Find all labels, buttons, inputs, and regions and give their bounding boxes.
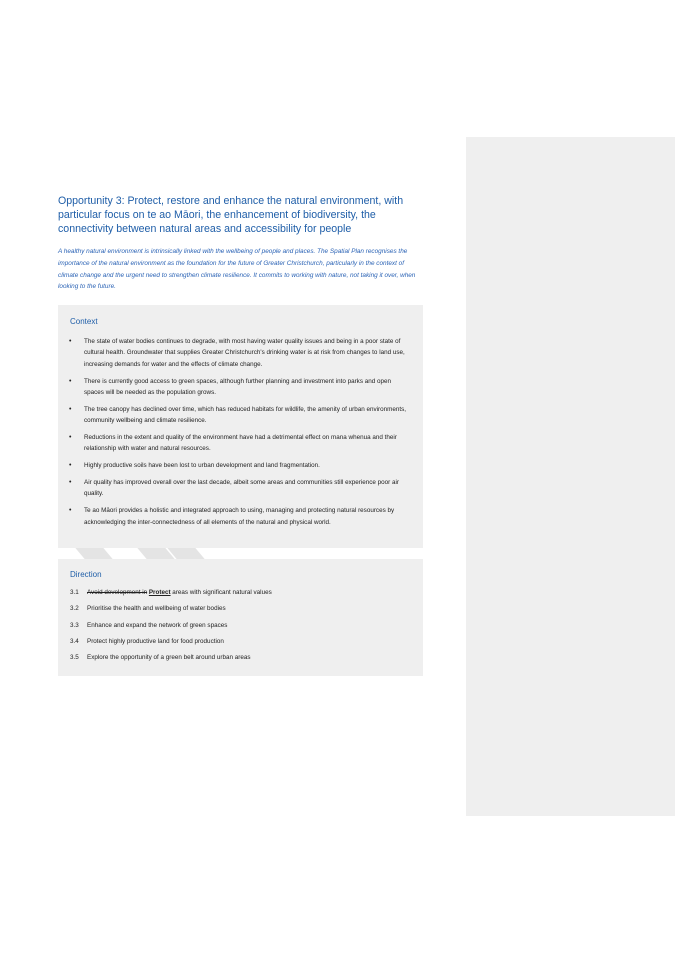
list-item: • Te ao Māori provides a holistic and integrated approach to using, managing and protecting natural resources by acknowledging the inter-connectedness of all elements of the natural and physical world. xyxy=(69,507,395,526)
deleted-text: Avoid development in xyxy=(87,589,148,596)
comment-margin-panel xyxy=(466,137,675,816)
decorative-chevron xyxy=(75,548,112,559)
direction-item-3-2: 3.2 Prioritise the health and wellbeing of water bodies xyxy=(70,605,226,613)
list-item: • Reductions in the extent and quality of the environment have had a detrimental effect on mana whenua and their relationship with water and natural resources. xyxy=(69,434,397,453)
list-item: • Highly productive soils have been lost to urban development and land fragmentation. xyxy=(58,460,423,471)
bullet-icon: • xyxy=(69,434,72,442)
item-number: 3.5 xyxy=(70,654,79,662)
page-title: Opportunity 3: Protect, restore and enhance the natural environment, with particular focus on te ao Māori, the enhancement of biodiversity, the connectivity between natural areas and accessibility for people xyxy=(58,195,404,236)
item-number: 3.2 xyxy=(70,605,79,613)
bullet-icon: • xyxy=(69,507,72,515)
context-box xyxy=(58,305,423,548)
context-list xyxy=(58,336,423,533)
direction-item-3-4: 3.4 Protect highly productive land for food production xyxy=(70,637,224,645)
inserted-text: Protect xyxy=(148,589,171,596)
direction-heading: Direction xyxy=(70,570,102,579)
list-item: • The state of water bodies continues to degrade, with most having water quality issues and being in a poor state of cultural health. Groundwater that supplies Greater Christchurch's drinking water is at risk from changes to land use, increasing demands for water and the effects of climate change. xyxy=(69,338,405,368)
bullet-icon: • xyxy=(69,405,72,413)
direction-item-3-1: 3.1 Avoid development in Protect areas with significant natural values xyxy=(70,589,272,596)
item-number: 3.4 xyxy=(70,637,79,645)
list-item: • Air quality has improved overall over the last decade, albeit some areas and communities still experience poor air quality. xyxy=(69,479,400,498)
bullet-icon: • xyxy=(69,377,72,385)
item-number: 3.3 xyxy=(70,621,79,629)
bullet-icon: • xyxy=(69,462,72,470)
bullet-icon: • xyxy=(69,338,72,345)
direction-box xyxy=(58,559,423,676)
direction-list xyxy=(70,589,272,670)
context-heading: Context xyxy=(70,317,98,326)
item-number: 3.1 xyxy=(70,589,79,596)
direction-item-3-3: 3.3 Enhance and expand the network of green spaces xyxy=(70,621,228,629)
direction-item-3-5: 3.5 Explore the opportunity of a green belt around urban areas xyxy=(70,654,251,662)
list-item: • The tree canopy has declined over time, which has reduced habitats for wildlife, the amenity of urban environments, community wellbeing and climate resilience. xyxy=(69,405,407,425)
list-item: • There is currently good access to green spaces, although further planning and investment into parks and open spaces will be needed as the population grows. xyxy=(69,377,391,397)
bullet-icon: • xyxy=(69,479,72,487)
intro-paragraph: A healthy natural environment is intrinsically linked with the wellbeing of people and places. The Spatial Plan recognises the importance of the natural environment as the foundation for the future of Greater Christchurch, particularly in the context of climate change and the urgent need to strengthen climate resilience. It commits to working with nature, not taking it over, when looking to the future. xyxy=(58,248,416,291)
